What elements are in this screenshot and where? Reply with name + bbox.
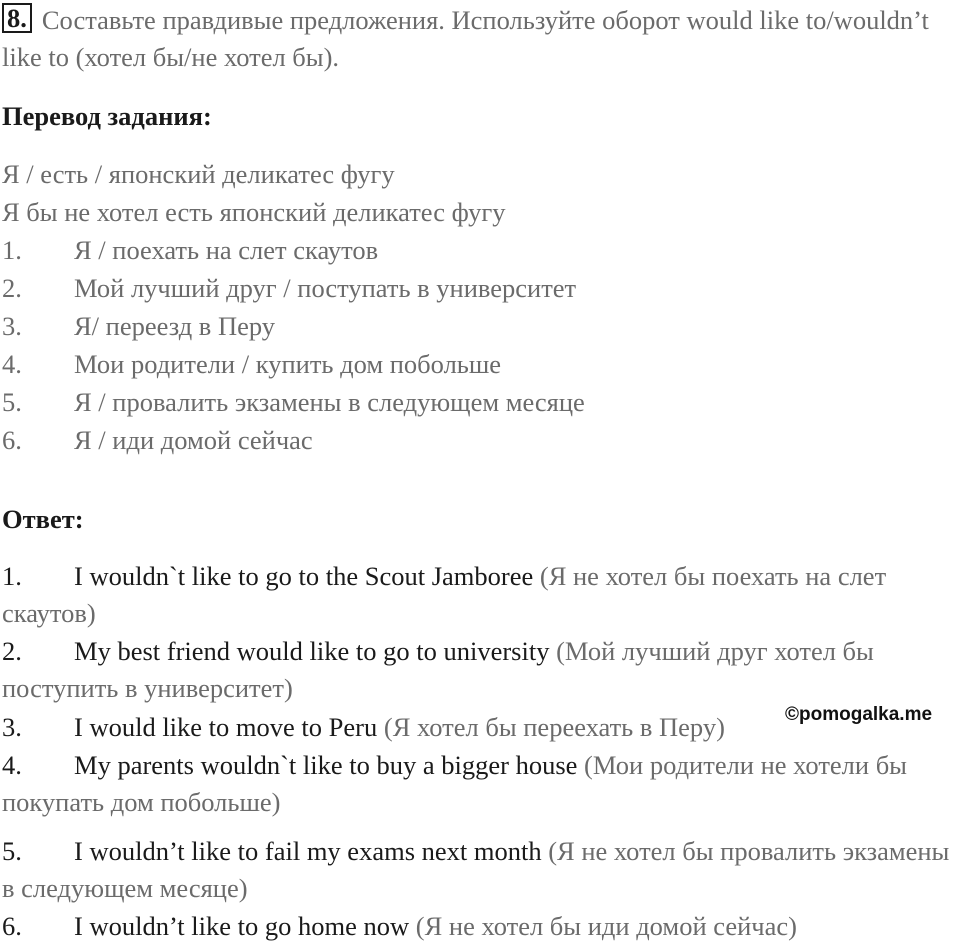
translation-item bbox=[2, 346, 958, 383]
item-number: 4. bbox=[2, 349, 22, 379]
item-number: 2. bbox=[2, 273, 22, 303]
item-number: 2. bbox=[2, 636, 22, 666]
translation-item bbox=[2, 384, 958, 421]
item-text: Я/ переезд в Перу bbox=[74, 311, 275, 341]
watermark: ©pomogalka.me bbox=[785, 704, 933, 725]
answer-item bbox=[2, 633, 958, 707]
task-text: Составьте правдивые предложения. Используйте оборот would like to/wouldn’t like to (хотел бы/не хотел бы). bbox=[2, 5, 929, 72]
answer-russian: (Я не хотел бы провалить экзамены в следующем месяце) bbox=[2, 836, 950, 903]
item-number: 6. bbox=[2, 425, 22, 455]
example-answer: Я бы не хотел есть японский деликатес фугу bbox=[2, 197, 506, 227]
answer-russian: (Мой лучший друг хотел бы поступить в университет) bbox=[2, 636, 874, 703]
item-number: 1. bbox=[2, 561, 22, 591]
translation-item bbox=[2, 232, 958, 269]
translation-item bbox=[2, 270, 958, 307]
item-number: 1. bbox=[2, 235, 22, 265]
answer-item bbox=[2, 558, 958, 632]
answer-heading: Ответ: bbox=[2, 504, 84, 534]
answer-item bbox=[2, 833, 958, 907]
task-number: 8. bbox=[2, 3, 32, 33]
answer-item bbox=[2, 908, 958, 945]
example-prompt: Я / есть / японский деликатес фугу bbox=[2, 159, 395, 189]
item-text: Я / провалить экзамены в следующем месяце bbox=[74, 387, 585, 417]
item-number: 4. bbox=[2, 750, 22, 780]
translation-item bbox=[2, 308, 958, 345]
item-text: Мой лучший друг / поступать в университет bbox=[74, 273, 577, 303]
translation-item bbox=[2, 422, 958, 459]
answer-english: I wouldn`t like to go to the Scout Jamboree bbox=[74, 561, 534, 591]
item-number: 5. bbox=[2, 836, 22, 866]
answer-russian: (Я не хотел бы поехать на слет скаутов) bbox=[2, 561, 887, 628]
answer-russian: (Я не хотел бы иди домой сейчас) bbox=[415, 911, 797, 941]
answer-english: I would like to move to Peru bbox=[74, 712, 378, 742]
answer-english: I wouldn’t like to go home now bbox=[74, 911, 410, 941]
translation-heading: Перевод задания: bbox=[2, 101, 212, 131]
item-text: Я / поехать на слет скаутов bbox=[74, 235, 379, 265]
item-text: Мои родители / купить дом побольше bbox=[74, 349, 502, 379]
item-number: 5. bbox=[2, 387, 22, 417]
item-text: Я / иди домой сейчас bbox=[74, 425, 313, 455]
item-number: 6. bbox=[2, 911, 22, 941]
answer-item bbox=[2, 747, 958, 821]
task-statement bbox=[2, 2, 957, 76]
item-number: 3. bbox=[2, 712, 22, 742]
answer-english: I wouldn’t like to fail my exams next month bbox=[74, 836, 542, 866]
answer-russian: (Я хотел бы переехать в Перу) bbox=[383, 712, 725, 742]
answer-english: My parents wouldn`t like to buy a bigger house bbox=[74, 750, 578, 780]
answer-russian: (Мои родители не хотели бы покупать дом побольше) bbox=[2, 750, 907, 817]
answer-english: My best friend would like to go to university bbox=[74, 636, 550, 666]
item-number: 3. bbox=[2, 311, 22, 341]
